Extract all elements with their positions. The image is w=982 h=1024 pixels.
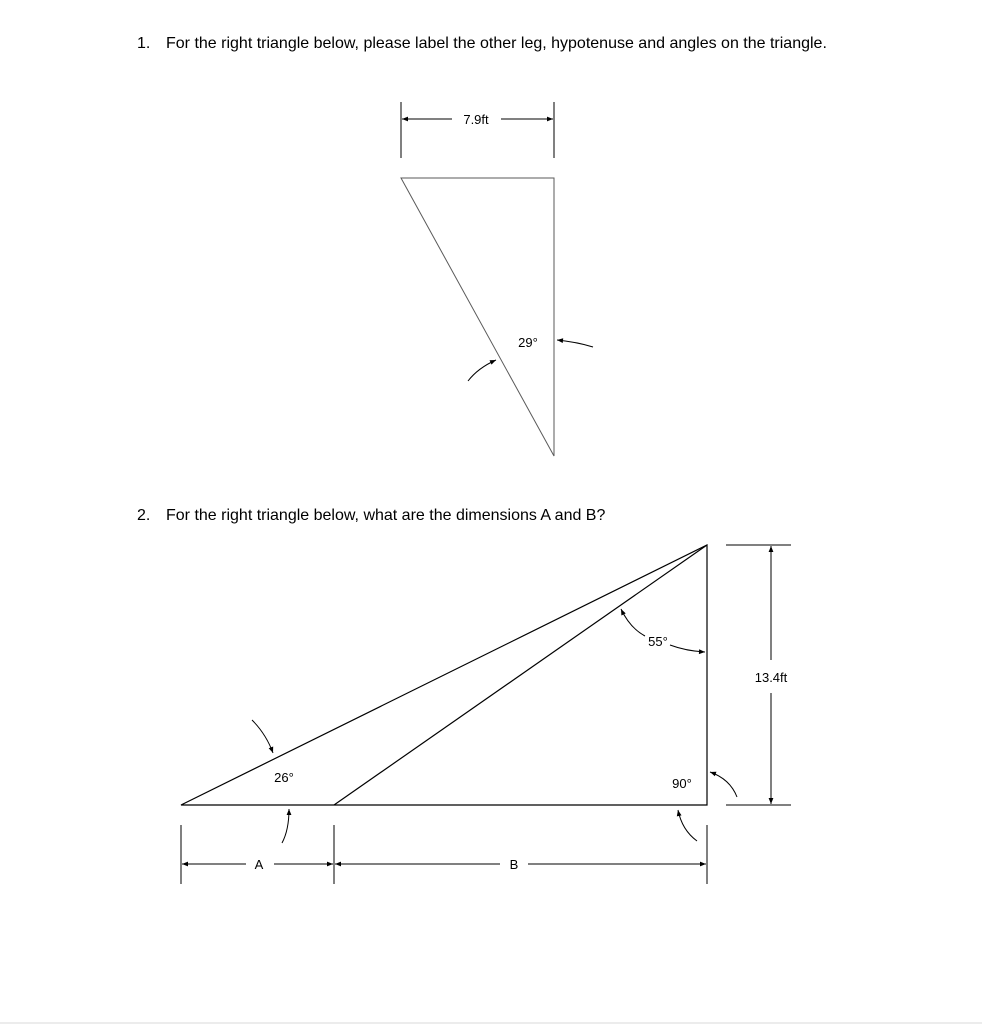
fig2-angle-right-leader-bottom [678,810,697,841]
question-2-text: For the right triangle below, what are the dimensions A and B? [166,507,606,524]
question-2-number: 2. [137,507,151,524]
fig2-angle-left-label: 26° [274,770,294,785]
question-1-number: 1. [137,35,151,52]
fig2-outer-triangle [181,545,707,805]
question-1-text: For the right triangle below, please label the other leg, hypotenuse and angles on the triangle. [166,35,827,52]
fig2-height-label: 13.4ft [754,670,788,685]
fig2-inner-line [334,545,707,805]
fig1-angle-leader-right [557,340,593,347]
fig2-angle-right-leader-top [710,772,737,797]
figure-1 [401,102,593,456]
fig2-dim-b-label: B [509,857,519,872]
fig2-angle-top-leader-right [670,645,705,652]
fig2-angle-left-leader-top [252,720,273,753]
fig2-angle-top-leader-left [621,609,645,636]
fig2-angle-left-leader-bottom [282,809,289,843]
fig1-angle-label: 29° [518,335,538,350]
fig2-angle-top-label: 55° [648,634,668,649]
fig1-triangle [401,178,554,456]
fig2-angle-right-label: 90° [672,776,692,791]
fig1-angle-leader-left [468,360,496,381]
fig2-dim-a-label: A [254,857,264,872]
figure-2 [181,545,791,884]
fig1-leg-label: 7.9ft [463,112,489,127]
